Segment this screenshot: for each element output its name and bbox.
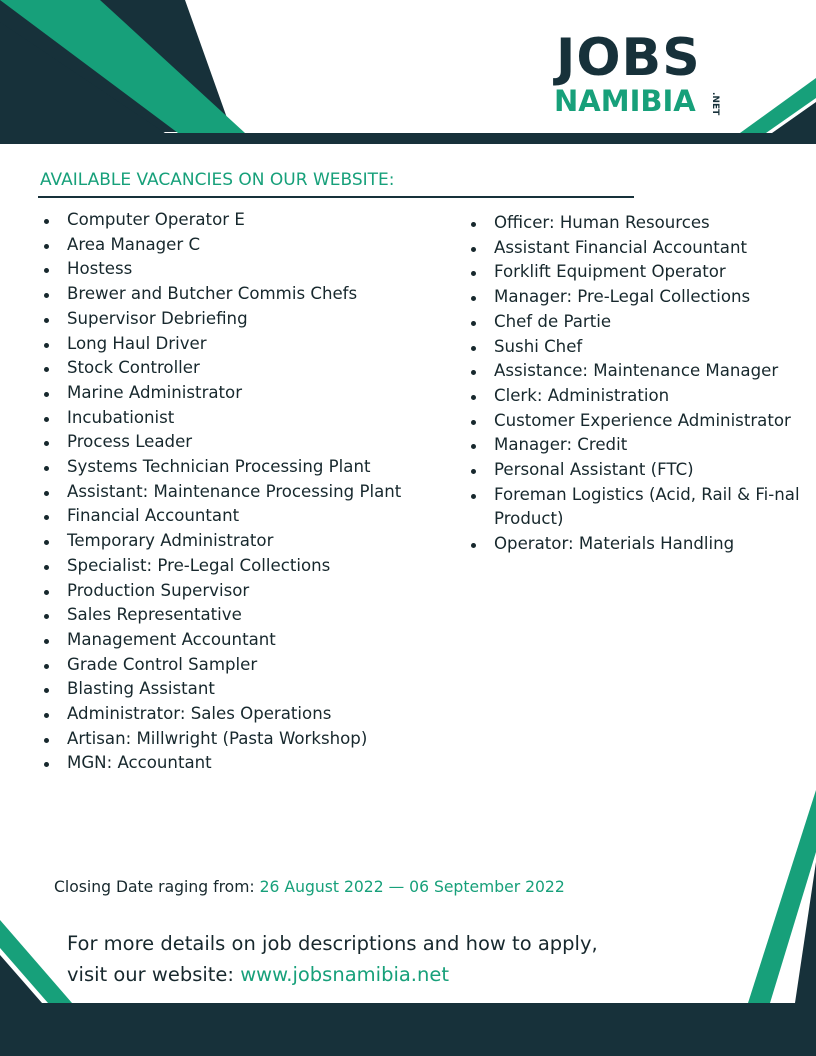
vacancy-item: Officer: Human Resources <box>467 211 802 236</box>
vacancy-item: Assistant: Maintenance Processing Plant <box>40 480 450 505</box>
jobs-namibia-logo[interactable] <box>552 28 752 118</box>
vacancy-item: Financial Accountant <box>40 504 450 529</box>
vacancy-item: Clerk: Administration <box>467 384 802 409</box>
vacancy-item: Hostess <box>40 257 450 282</box>
vacancy-item: Customer Experience Administrator <box>467 409 802 434</box>
vacancy-item: Incubationist <box>40 406 450 431</box>
more-details <box>67 928 598 990</box>
vacancy-item: Assistance: Maintenance Manager <box>467 359 802 384</box>
footer-bar <box>0 1003 816 1056</box>
logo-net-text: .NET <box>710 92 720 116</box>
vacancy-item: Specialist: Pre-Legal Collections <box>40 554 450 579</box>
vacancies-heading: AVAILABLE VACANCIES ON OUR WEBSITE: <box>40 170 395 190</box>
vacancy-item: Administrator: Sales Operations <box>40 702 450 727</box>
vacancy-item: Stock Controller <box>40 356 450 381</box>
vacancy-item: Artisan: Millwright (Pasta Workshop) <box>40 727 450 752</box>
website-label: visit our website: <box>67 963 241 986</box>
vacancy-item: Chef de Partie <box>467 310 802 335</box>
vacancy-item: Forklift Equipment Operator <box>467 260 802 285</box>
vacancy-item: Process Leader <box>40 430 450 455</box>
vacancy-item: Personal Assistant (FTC) <box>467 458 802 483</box>
website-link[interactable]: www.jobsnamibia.net <box>240 963 450 986</box>
vacancy-item: Supervisor Debriefing <box>40 307 450 332</box>
closing-date-range: 26 August 2022 — 06 September 2022 <box>259 878 565 896</box>
vacancy-item: Operator: Materials Handling <box>467 532 802 557</box>
closing-date-label: Closing Date raging from: <box>54 878 260 896</box>
vacancy-item: Temporary Administrator <box>40 529 450 554</box>
vacancy-item: Marine Administrator <box>40 381 450 406</box>
vacancy-list-left <box>40 208 450 776</box>
vacancy-item: Management Accountant <box>40 628 450 653</box>
vacancy-item: Brewer and Butcher Commis Chefs <box>40 282 450 307</box>
vacancy-item: MGN: Accountant <box>40 751 450 776</box>
closing-date <box>54 878 565 896</box>
vacancy-item: Production Supervisor <box>40 579 450 604</box>
vacancy-list-right <box>467 211 802 557</box>
vacancy-item: Manager: Pre-Legal Collections <box>467 285 802 310</box>
vacancy-item: Grade Control Sampler <box>40 653 450 678</box>
logo-jobs-text: JOBS <box>556 28 701 88</box>
vacancy-item: Sales Representative <box>40 603 450 628</box>
vacancy-item: Blasting Assistant <box>40 677 450 702</box>
vacancy-item: Manager: Credit <box>467 433 802 458</box>
vacancy-item: Systems Technician Processing Plant <box>40 455 450 480</box>
heading-underline <box>38 196 634 198</box>
vacancy-item: Area Manager C <box>40 233 450 258</box>
vacancy-item: Foreman Logistics (Acid, Rail & Fi-nal Product) <box>467 483 802 532</box>
header-bar <box>0 133 816 144</box>
more-details-line2 <box>67 959 598 990</box>
logo-namibia-text: NAMIBIA <box>554 84 696 118</box>
vacancy-item: Sushi Chef <box>467 335 802 360</box>
vacancy-item: Computer Operator E <box>40 208 450 233</box>
vacancy-item: Long Haul Driver <box>40 332 450 357</box>
more-details-line1: For more details on job descriptions and how to apply, <box>67 932 598 955</box>
vacancy-item: Assistant Financial Accountant <box>467 236 802 261</box>
